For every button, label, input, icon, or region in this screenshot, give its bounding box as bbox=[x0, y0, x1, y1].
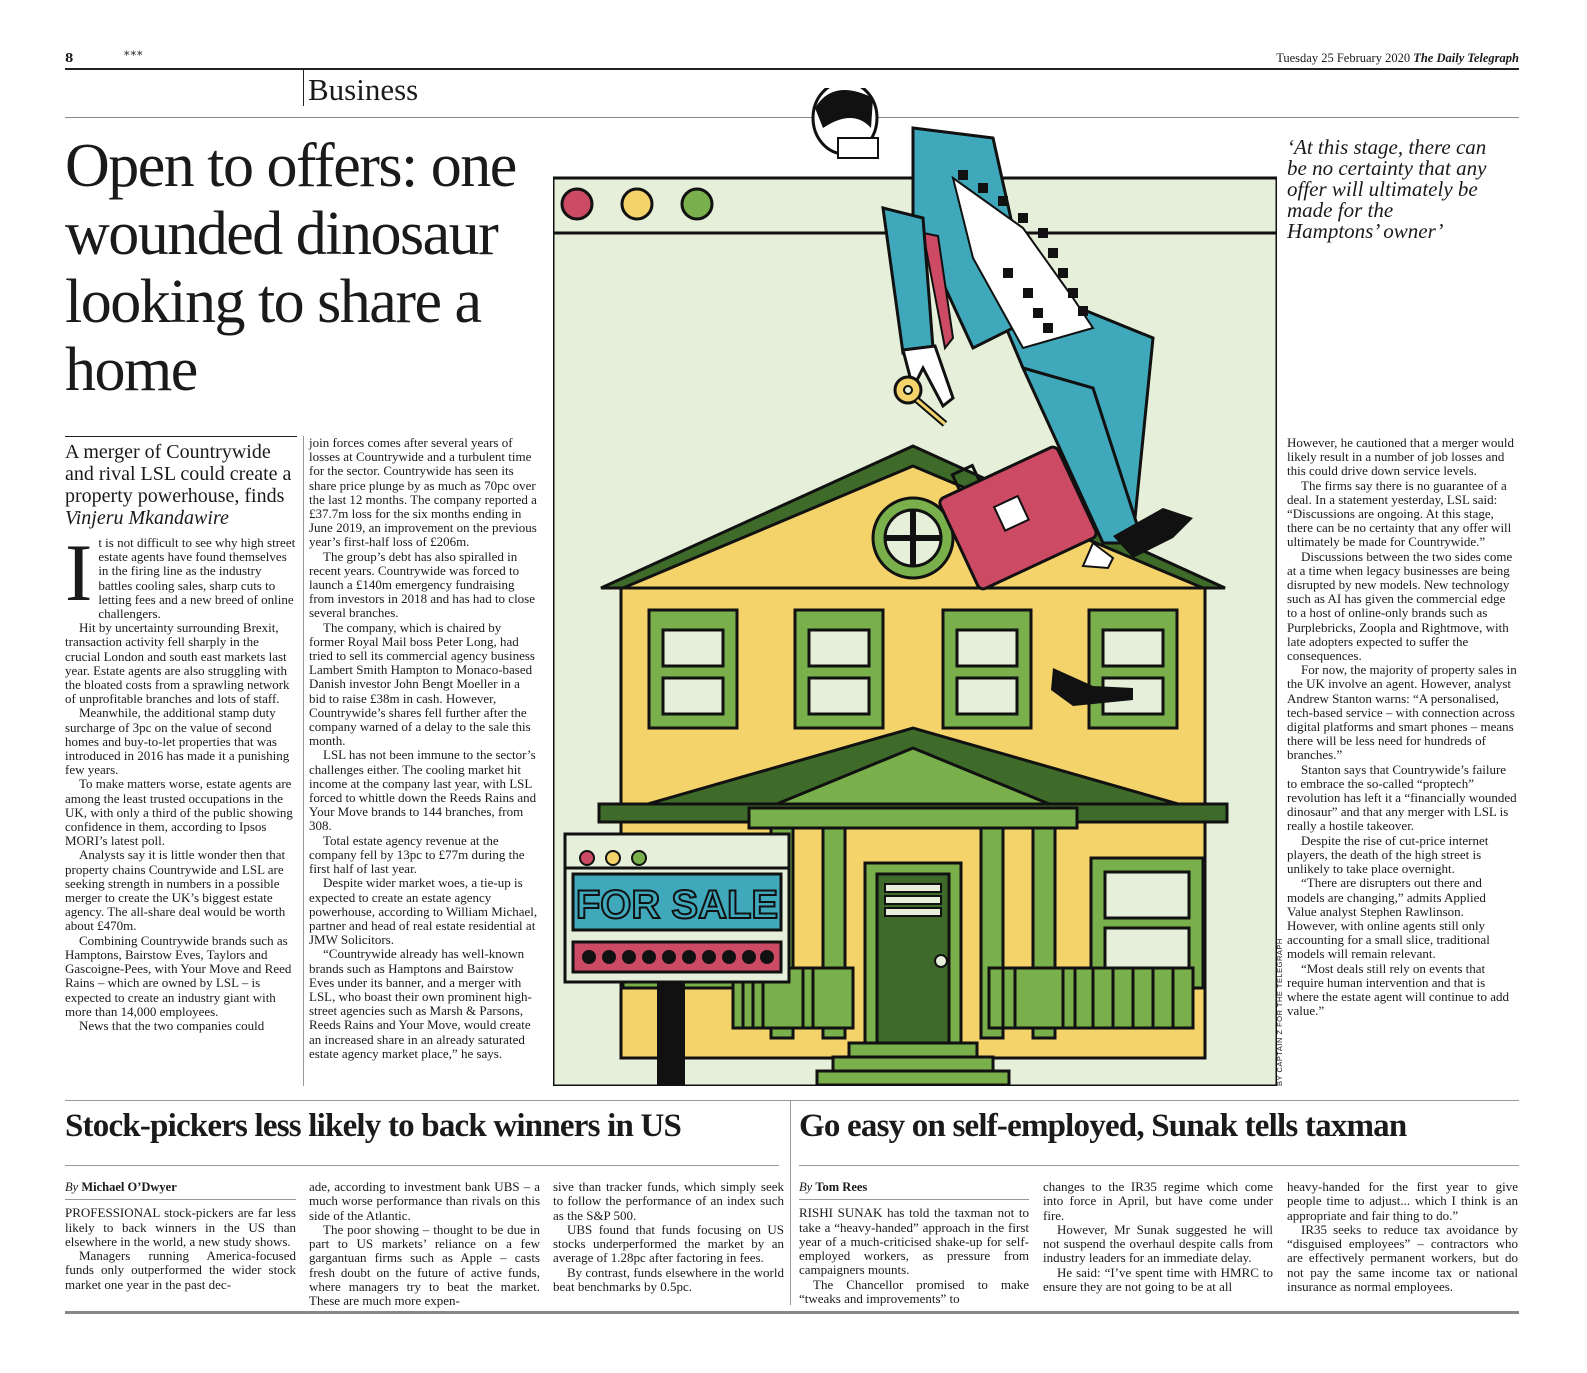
edition-stars: *** bbox=[124, 49, 144, 62]
paragraph: However, he cautioned that a merger would likely result in a number of job losses and this could drive down service levels. bbox=[1287, 435, 1515, 479]
paragraph: Despite the rise of cut-price internet players, the death of the high street is unlikely to take place overnight. bbox=[1287, 832, 1489, 877]
bottom-rule bbox=[65, 1311, 1519, 1314]
standfirst-text: A merger of Countrywide and rival LSL could create a property powerhouse, finds bbox=[65, 441, 292, 507]
paragraph: “There are disrupters out there and models are changing,” admits Applied Value analyst Stephen Rawlinson. However, with online agents still only accounting for a small slice, traditional models will remain relevant. bbox=[1287, 875, 1490, 962]
byline-rule bbox=[65, 1199, 296, 1200]
story2-headline: Stock-pickers less likely to back winners in US bbox=[65, 1108, 682, 1144]
top-rule bbox=[65, 68, 1519, 70]
lead-column-2 bbox=[309, 436, 539, 1061]
paragraph: Despite wider market woes, a tie-up is expected to create an estate agency powerhouse, according to William Michael, partner and head of real estate residential at JMW Solicitors. bbox=[309, 875, 538, 948]
for-sale-text: FOR SALE bbox=[575, 883, 779, 927]
lead-author: Vinjeru Mkandawire bbox=[65, 507, 229, 529]
column-rule bbox=[303, 436, 304, 1086]
byline-prefix: By bbox=[65, 1180, 79, 1194]
story3-rule bbox=[799, 1165, 1519, 1166]
page-number: 8 bbox=[65, 51, 74, 65]
byline-prefix: By bbox=[799, 1180, 813, 1194]
story2-column-1 bbox=[65, 1180, 296, 1292]
paragraph: The poor showing – thought to be due in part to US markets’ reliance on a few gargantuan firms such as Apple – casts fresh doubt on the future of active funds, where managers try to beat the market. These are much more expen- bbox=[309, 1221, 540, 1309]
story-separator bbox=[790, 1100, 791, 1305]
byline-rule bbox=[799, 1199, 1029, 1200]
paragraph: Stanton says that Countrywide’s failure to embrace the so-called “proptech” revolution has left it a “financially wounded dinosaur” and that any merger with LSL is really a hostile takeover. bbox=[1287, 761, 1517, 834]
paragraph: By contrast, funds elsewhere in the world beat benchmarks by 0.5pc. bbox=[553, 1264, 784, 1295]
paragraph: t is not difficult to see why high street estate agents have found themselves in the firing line as the industry battles cooling sales, sharp cuts to letting fees and a new breed of online challengers. bbox=[98, 535, 296, 622]
date: Tuesday 25 February 2020 bbox=[1276, 51, 1411, 65]
lead-headline: Open to offers: one wounded dinosaur looking to share a home bbox=[65, 132, 516, 404]
paragraph: PROFESSIONAL stock-pickers are far less likely to back winners in the US than elsewhere in the world, a new study shows. bbox=[65, 1205, 296, 1249]
window-dot-yellow bbox=[622, 189, 652, 219]
paragraph: Managers running America-focused funds only outperformed the wider stock market one year in the past dec- bbox=[65, 1248, 296, 1292]
paragraph: RISHI SUNAK has told the taxman not to take a “heavy-handed” approach in the first year of a much-criticised shake-up for self-employed workers, as pressure from campaigners mounts. bbox=[799, 1205, 1029, 1278]
dateline bbox=[1276, 51, 1519, 66]
standfirst-rule bbox=[65, 436, 297, 437]
paragraph: LSL has not been immune to the sector’s challenges either. The cooling market hit income at the company last year, with LSL forced to whittle down the Reeds Rains and Your Move brands to 144 branches, from 308. bbox=[309, 747, 537, 834]
paragraph: UBS found that funds focusing on US stocks underperformed the market by an average of 1.28pc after factoring in fees. bbox=[553, 1221, 784, 1266]
story3-column-1 bbox=[799, 1180, 1029, 1306]
section-title: Business bbox=[308, 72, 419, 107]
paragraph: Meanwhile, the additional stamp duty surcharge of 3pc on the value of second homes and buy-to-let properties that was introduced in 2016 has made it a punishing few years. bbox=[65, 705, 290, 778]
paragraph: The group’s debt has also spiralled in recent years. Countrywide was forced to launch a £140m emergency fundraising from investors in 2018 and has had to close several branches. bbox=[309, 548, 536, 621]
paragraph: Analysts say it is little wonder then that property chains Countrywide and LSL are seeking strength in numbers in a possible merger to create the UK’s biggest estate agency. The all-share deal would be worth about £470m. bbox=[65, 847, 286, 934]
illustration bbox=[553, 88, 1277, 1086]
mid-rule bbox=[65, 1100, 1519, 1101]
paragraph: Hit by uncertainty surrounding Brexit, transaction activity fell sharply in the crucial London and south east markets last year. Estate agents are also struggling with the bloated costs from a sprawling network of unprofitable branches and lots of staff. bbox=[65, 620, 290, 707]
paragraph: IR35 seeks to reduce tax avoidance by “disguised employees” – contractors who are effectively permanent workers, but do not pay the same income tax or national insurance as normal employees. bbox=[1287, 1221, 1518, 1295]
lead-column-3 bbox=[1287, 436, 1517, 1018]
paragraph: To make matters worse, estate agents are among the least trusted occupations in the UK, with only a third of the public showing confidence in them, according to Ipsos MORI’s latest poll. bbox=[65, 776, 293, 849]
paragraph: changes to the IR35 regime which come into force in April, but have come under fire. bbox=[1043, 1179, 1273, 1223]
window-dot-red bbox=[562, 189, 592, 219]
story3-author: Tom Rees bbox=[815, 1180, 868, 1194]
paragraph: Discussions between the two sides come at a time when legacy businesses are being disrupted by new models. New technology such as AI has given the commercial edge to a host of online-only brands such as Purplebricks, Zoopla and Rightmove, with late adopters expected to suffer the consequences. bbox=[1287, 548, 1513, 664]
paragraph: The Chancellor promised to make “tweaks and improvements” to bbox=[799, 1276, 1029, 1307]
paragraph: He said: “I’ve spent time with HMRC to ensure they are not going to be at all bbox=[1043, 1264, 1273, 1295]
paragraph: However, Mr Sunak suggested he will not suspend the overhaul despite calls from industry leaders for an immediate delay. bbox=[1043, 1221, 1273, 1266]
paragraph: ade, according to investment bank UBS – a much worse performance than rivals on this side of the Atlantic. bbox=[309, 1179, 540, 1223]
paragraph: News that the two companies could bbox=[79, 1017, 265, 1033]
story2-column-3 bbox=[553, 1180, 784, 1294]
story2-author: Michael O’Dwyer bbox=[81, 1180, 177, 1194]
paragraph: For now, the majority of property sales in the UK involve an agent. However, analyst Andrew Stanton warns: “A personalised, tech-based service – with connection across digital platforms and smart phones – means there will be less need for hundreds of branches.” bbox=[1287, 662, 1517, 763]
masthead: The Daily Telegraph bbox=[1413, 51, 1519, 65]
paragraph: Combining Countrywide brands such as Hamptons, Bairstow Eves, Taylors and Gascoigne-Pees, with Your Move and Reed Rains – which are owned by LSL – is expected to create an industry giant with more than 14,000 employees. bbox=[65, 932, 292, 1019]
story3-column-2 bbox=[1043, 1180, 1273, 1294]
paragraph: “Most deals still rely on events that require human intervention and that is where the estate agent will continue to add value.” bbox=[1287, 960, 1510, 1019]
story2-column-2 bbox=[309, 1180, 540, 1309]
window-dot-green bbox=[682, 189, 712, 219]
paragraph: Total estate agency revenue at the company fell by 13pc to £77m during the first half of last year. bbox=[309, 832, 525, 877]
standfirst bbox=[65, 441, 297, 529]
pull-quote: ‘At this stage, there can be no certainty that any offer will ultimately be made for the Hamptons’ owner’ bbox=[1287, 135, 1487, 243]
story2-byline bbox=[65, 1180, 296, 1194]
section-bar bbox=[303, 70, 304, 106]
paragraph: heavy-handed for the first year to give people time to adjust... which I think is an appropriate and fair thing to do.” bbox=[1287, 1179, 1518, 1223]
paragraph: “Countrywide already has well-known brands such as Hamptons and Bairstow Eves under its banner, and a merger with LSL, who boast their own prominent high-street agencies such as Marsh & Parsons, Reeds Rains and Your Move, would create an increased share in an already saturated estate agency market place,” he says. bbox=[309, 946, 532, 1061]
paragraph: join forces comes after several years of losses at Countrywide and a turbulent time for the sector. Countrywide has seen its share price plunge by as much as 70pc over the last 12 months. The company reported a £37.7m loss for the six months ending in June 2019, an improvement on the previous year’s first-half loss of £206m. bbox=[309, 435, 537, 550]
paragraph: The company, which is chaired by former Royal Mail boss Peter Long, had tried to sell its commercial agency business Lambert Smith Hampton to Monaco-based Danish investor John Bengt Moeller in a bid to raise £38m in cash. However, Countrywide’s shares fell further after the company warned of a delay to the sale this month. bbox=[309, 619, 535, 749]
story3-byline bbox=[799, 1180, 1029, 1194]
paragraph: sive than tracker funds, which simply seek to follow the performance of an index such as the S&P 500. bbox=[553, 1179, 784, 1223]
paragraph: The firms say there is no guarantee of a deal. In a statement yesterday, LSL said: “Discussions are ongoing. At this stage, there can be no certainty that any offer will ultimately be made for Countrywide.” bbox=[1287, 477, 1512, 550]
story2-rule bbox=[65, 1165, 779, 1166]
lead-column-1 bbox=[65, 527, 297, 1033]
story3-column-3 bbox=[1287, 1180, 1518, 1294]
drop-cap: I bbox=[65, 527, 93, 618]
story3-headline: Go easy on self-employed, Sunak tells taxman bbox=[799, 1108, 1407, 1144]
illustration-credit: BY CAPTAIN Z FOR THE TELEGRAPH bbox=[1275, 938, 1284, 1086]
